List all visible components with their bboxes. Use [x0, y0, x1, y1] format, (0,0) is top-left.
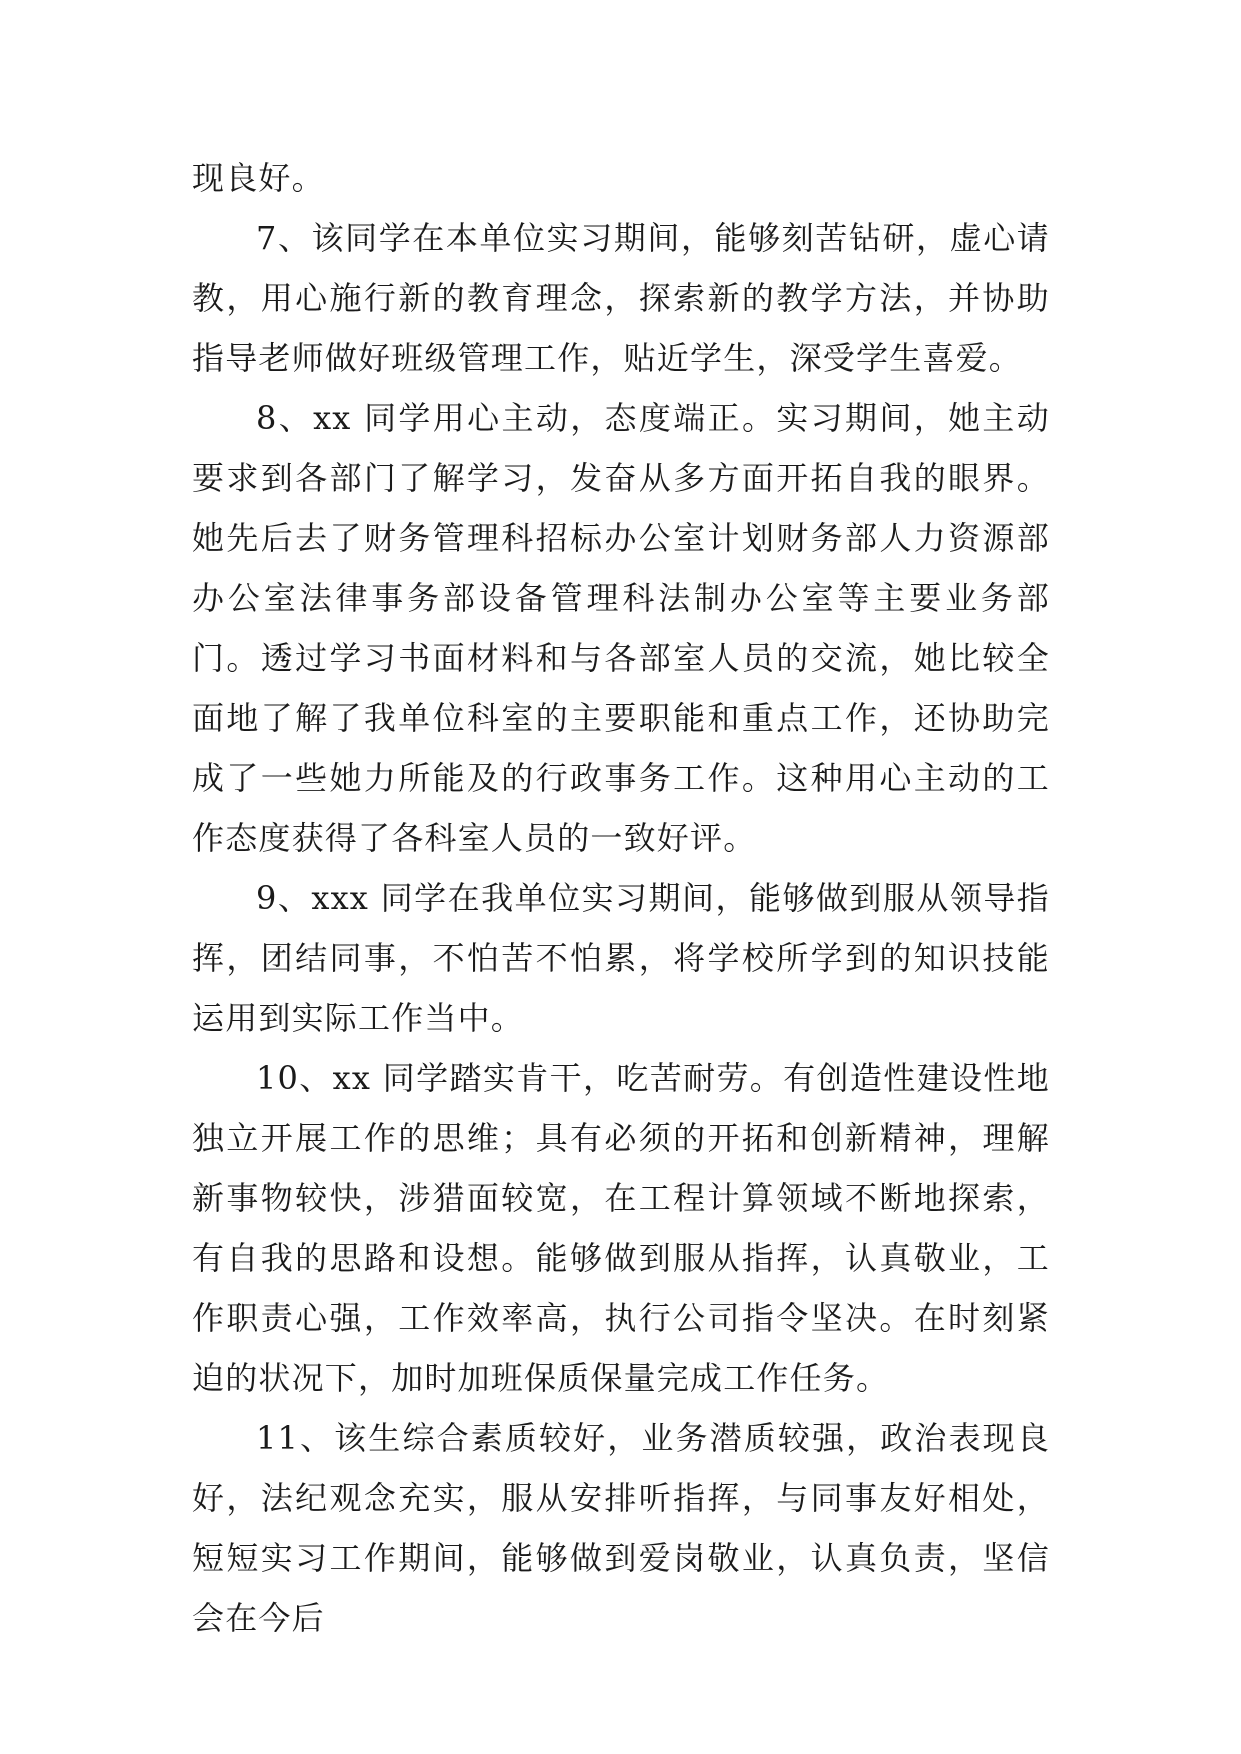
paragraph-item-9: 9、xxx 同学在我单位实习期间，能够做到服从领导指挥，团结同事，不怕苦不怕累，将学校所学到的知识技能运用到实际工作当中。 — [192, 879, 1050, 1037]
document-body — [192, 148, 1050, 1648]
paragraph-item-7: 7、该同学在本单位实习期间，能够刻苦钻研，虚心请教，用心施行新的教育理念，探索新的教学方法，并协助指导老师做好班级管理工作，贴近学生，深受学生喜爱。 — [192, 219, 1050, 377]
paragraph-item-11: 11、该生综合素质较好，业务潜质较强，政治表现良好，法纪观念充实，服从安排听指挥，与同事友好相处，短短实习工作期间，能够做到爱岗敬业，认真负责，坚信会在今后 — [192, 1419, 1050, 1637]
paragraph-item-8: 8、xx 同学用心主动，态度端正。实习期间，她主动要求到各部门了解学习，发奋从多方面开拓自我的眼界。她先后去了财务管理科招标办公室计划财务部人力资源部办公室法律事务部设备管理科法制办公室等主要业务部门。透过学习书面材料和与各部室人员的交流，她比较全面地了解了我单位科室的主要职能和重点工作，还协助完成了一些她力所能及的行政事务工作。这种用心主动的工作态度获得了各科室人员的一致好评。 — [192, 399, 1050, 857]
paragraph-continuation: 现良好。 — [192, 159, 325, 197]
paragraph-item-10: 10、xx 同学踏实肯干，吃苦耐劳。有创造性建设性地独立开展工作的思维；具有必须的开拓和创新精神，理解新事物较快，涉猎面较宽，在工程计算领域不断地探索，有自我的思路和设想。能够做到服从指挥，认真敬业，工作职责心强，工作效率高，执行公司指令坚决。在时刻紧迫的状况下，加时加班保质保量完成工作任务。 — [192, 1059, 1050, 1397]
